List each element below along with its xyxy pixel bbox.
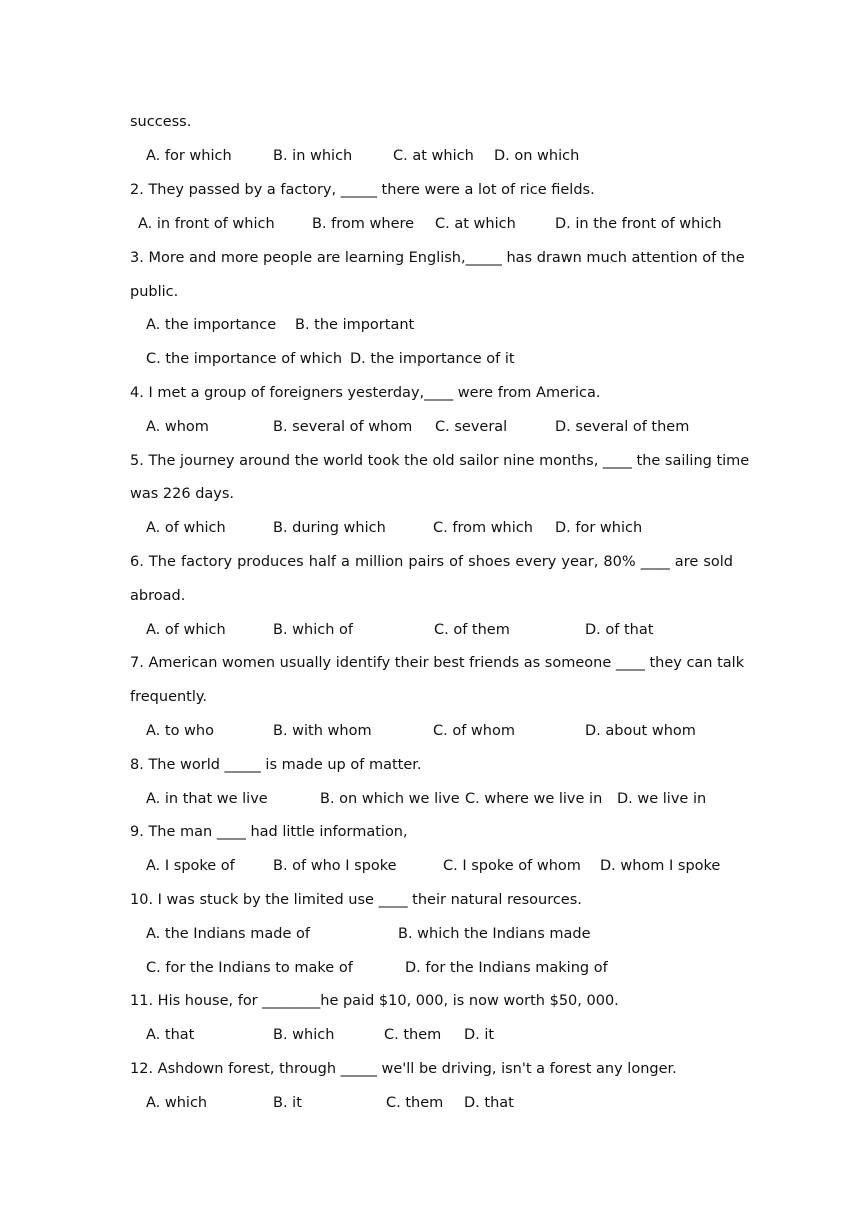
q5-option-d: D. for which <box>555 520 643 536</box>
q6-option-c: C. of them <box>434 622 510 638</box>
q7-option-c: C. of whom <box>433 723 515 739</box>
q2-option-a: A. in front of which <box>138 216 275 232</box>
q4-stem: 4. I met a group of foreigners yesterday,____ were from America. <box>130 385 601 401</box>
q10-stem: 10. I was stuck by the limited use ____ their natural resources. <box>130 892 582 908</box>
q7-option-b: B. with whom <box>273 723 372 739</box>
q5-option-b: B. during which <box>273 520 386 536</box>
q9-option-a: A. I spoke of <box>146 858 235 874</box>
q3-stem-line2: public. <box>130 284 179 300</box>
q12-option-a: A. which <box>146 1095 208 1111</box>
q9-stem: 9. The man ____ had little information, <box>130 824 408 840</box>
q2-option-d: D. in the front of which <box>555 216 722 232</box>
q9-option-d: D. whom I spoke <box>600 858 721 874</box>
q3-option-a: A. the importance <box>146 317 277 333</box>
q4-option-d: D. several of them <box>555 419 690 435</box>
q7-option-d: D. about whom <box>585 723 696 739</box>
q4-option-c: C. several <box>435 419 508 435</box>
q2-stem: 2. They passed by a factory, _____ there were a lot of rice fields. <box>130 182 595 198</box>
q6-option-d: D. of that <box>585 622 654 638</box>
intro-text: success. <box>130 114 192 130</box>
q3-option-d: D. the importance of it <box>350 351 515 367</box>
q5-option-a: A. of which <box>146 520 226 536</box>
q1-option-a: A. for which <box>146 148 232 164</box>
q11-stem: 11. His house, for ________he paid $10, 000, is now worth $50, 000. <box>130 993 619 1009</box>
q6-option-b: B. which of <box>273 622 353 638</box>
q8-stem: 8. The world _____ is made up of matter. <box>130 757 422 773</box>
q3-stem-line1: 3. More and more people are learning English,_____ has drawn much attention of the <box>130 250 745 266</box>
q8-option-b: B. on which we live <box>320 791 460 807</box>
q5-stem-line2: was 226 days. <box>130 486 235 502</box>
q1-option-c: C. at which <box>393 148 474 164</box>
q9-option-b: B. of who I spoke <box>273 858 397 874</box>
q12-option-c: C. them <box>386 1095 444 1111</box>
q7-stem-line2: frequently. <box>130 689 208 705</box>
q6-option-a: A. of which <box>146 622 226 638</box>
q10-option-b: B. which the Indians made <box>398 926 591 942</box>
q2-option-c: C. at which <box>435 216 516 232</box>
q10-option-d: D. for the Indians making of <box>405 960 608 976</box>
q3-option-b: B. the important <box>295 317 415 333</box>
q6-stem-line1: 6. The factory produces half a million pairs of shoes every year, 80% ____ are sold <box>130 554 733 570</box>
q6-stem-line2: abroad. <box>130 588 186 604</box>
q12-option-d: D. that <box>464 1095 514 1111</box>
q12-option-b: B. it <box>273 1095 302 1111</box>
q12-stem: 12. Ashdown forest, through _____ we'll be driving, isn't a forest any longer. <box>130 1061 677 1077</box>
q1-option-d: D. on which <box>494 148 580 164</box>
q10-option-c: C. for the Indians to make of <box>146 960 353 976</box>
q3-option-c: C. the importance of which <box>146 351 343 367</box>
q11-option-a: A. that <box>146 1027 195 1043</box>
q4-option-b: B. several of whom <box>273 419 413 435</box>
q9-option-c: C. I spoke of whom <box>443 858 581 874</box>
q8-option-c: C. where we live in <box>465 791 603 807</box>
q8-option-a: A. in that we live <box>146 791 268 807</box>
q5-option-c: C. from which <box>433 520 533 536</box>
q8-option-d: D. we live in <box>617 791 707 807</box>
q7-stem-line1: 7. American women usually identify their best friends as someone ____ they can talk <box>130 655 745 671</box>
q5-stem-line1: 5. The journey around the world took the old sailor nine months, ____ the sailing time <box>130 453 750 469</box>
q10-option-a: A. the Indians made of <box>146 926 310 942</box>
q11-option-b: B. which <box>273 1027 335 1043</box>
q11-option-d: D. it <box>464 1027 495 1043</box>
q2-option-b: B. from where <box>312 216 415 232</box>
q11-option-c: C. them <box>384 1027 442 1043</box>
q1-option-b: B. in which <box>273 148 353 164</box>
q7-option-a: A. to who <box>146 723 214 739</box>
q4-option-a: A. whom <box>146 419 209 435</box>
